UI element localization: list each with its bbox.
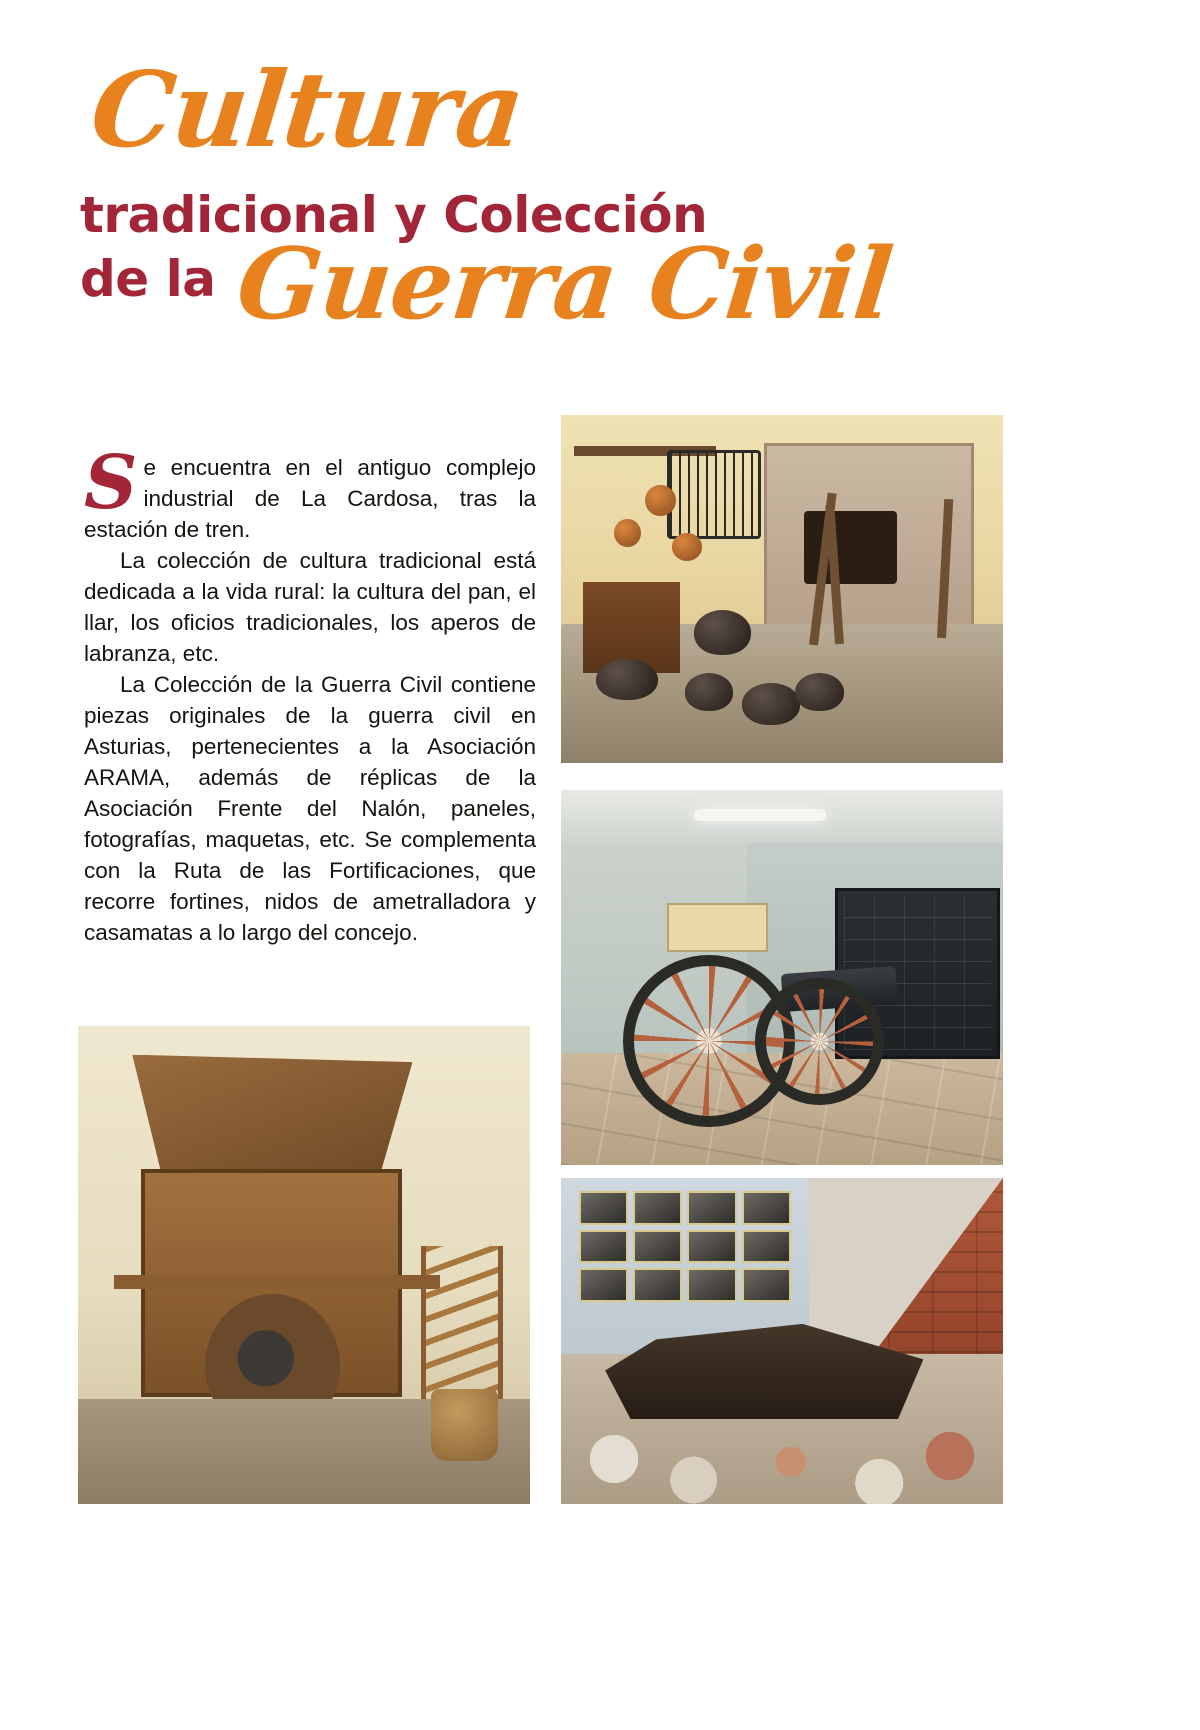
paragraph-3: La Colección de la Guerra Civil contiene piezas originales de la guerra civil en Asturias, pertenecientes a la Asociación ARAMA, además de réplicas de la Asociación Frente del Nalón, paneles, fotografías, maquetas, etc. Se complementa con la Ruta de las Fortificaciones, que recorre fortines, nidos de ametralladora y casamatas a lo largo del concejo. xyxy=(84,672,536,945)
wall-photo-panels xyxy=(579,1191,791,1302)
photo-traditional-hearth xyxy=(561,415,1003,763)
title-line-dela: de la xyxy=(80,250,216,308)
page-title xyxy=(78,48,908,378)
paragraph-1 xyxy=(84,440,536,545)
photo-war-machinery-rubble xyxy=(561,1178,1003,1504)
title-line-tradicional: tradicional y Colección xyxy=(80,186,708,244)
photo-civil-war-cannon xyxy=(561,790,1003,1165)
paragraph-2: La colección de cultura tradicional está dedicada a la vida rural: la cultura del pan, el llar, los oficios tradicionales, los aperos de labranza, etc. xyxy=(84,548,536,666)
photo-traditional-mill xyxy=(78,1026,530,1504)
article-text xyxy=(84,440,536,948)
title-script-guerra-civil: Guerra Civil xyxy=(232,227,897,342)
paragraph-1-text: e encuentra en el antiguo complejo industrial de La Cardosa, tras la estación de tren. xyxy=(84,455,536,542)
title-script-cultura: Cultura xyxy=(85,48,529,171)
dropcap-letter: S xyxy=(84,440,138,526)
